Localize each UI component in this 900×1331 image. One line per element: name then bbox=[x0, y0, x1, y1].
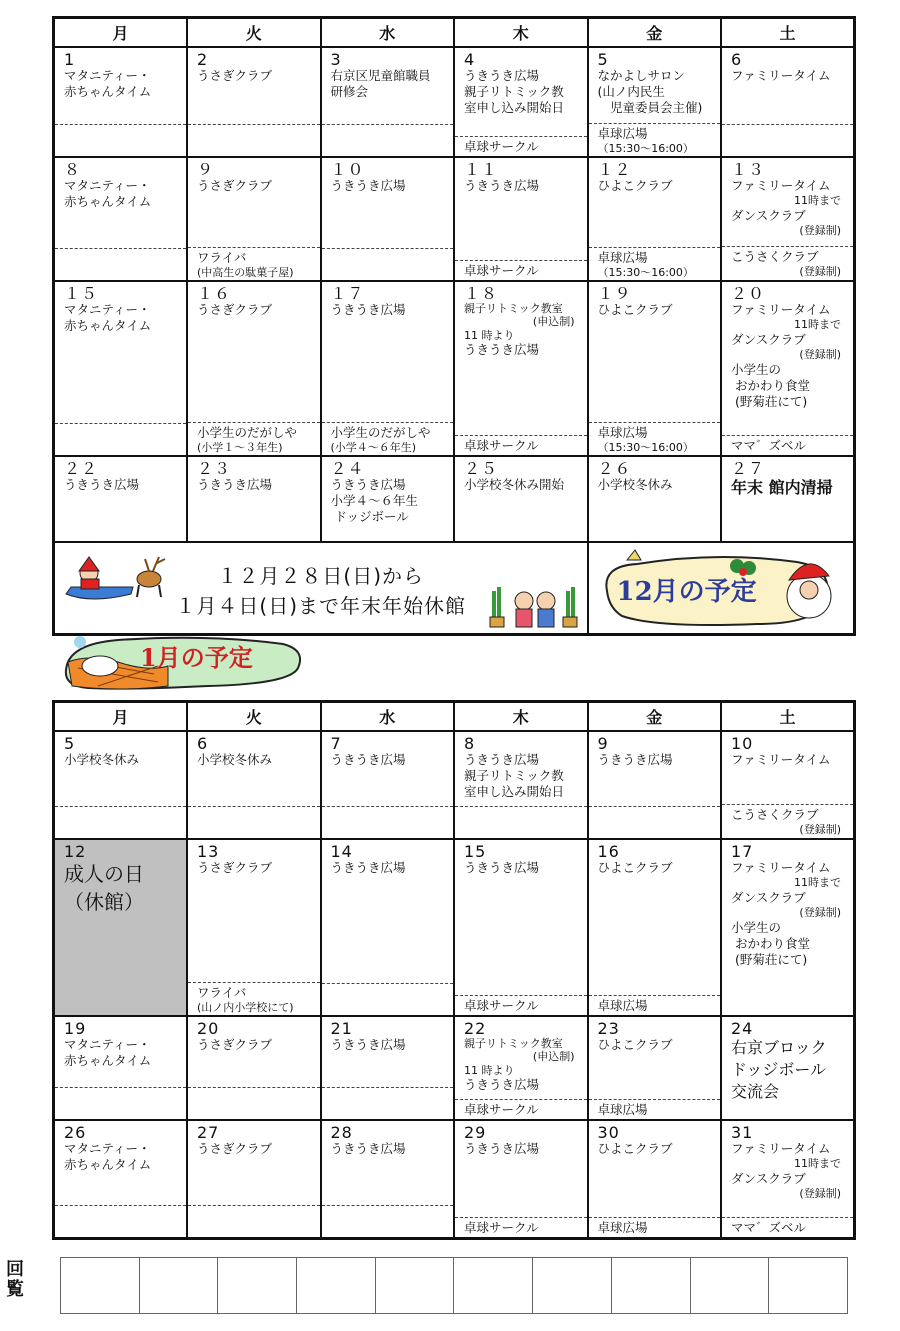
january-day-number: 15 bbox=[464, 842, 487, 861]
december-event-text: 研修会 bbox=[330, 84, 369, 99]
december-day-number: １２ bbox=[597, 160, 632, 179]
january-day-number: 22 bbox=[464, 1019, 487, 1038]
december-event-text: うさぎクラブ bbox=[197, 178, 273, 193]
january-day-cell bbox=[588, 839, 722, 1016]
december-day-number: ２０ bbox=[731, 284, 766, 303]
december-cell-bottom bbox=[55, 124, 186, 156]
december-day-number: ２２ bbox=[64, 459, 99, 478]
december-cell-bottom bbox=[722, 124, 853, 156]
january-day-number: 12 bbox=[64, 842, 87, 861]
january-event-text: ファミリータイム bbox=[731, 752, 831, 767]
weekday-mon: 月 bbox=[54, 18, 188, 48]
january-day-number: 23 bbox=[597, 1019, 620, 1038]
january-event-text: うきうき広場 bbox=[330, 1141, 406, 1156]
weekday-tue: 火 bbox=[187, 18, 321, 48]
december-day-cell bbox=[187, 281, 321, 456]
december-cell-bottom bbox=[589, 123, 721, 156]
january-day-cell bbox=[321, 731, 455, 839]
january-day-cell bbox=[721, 839, 855, 1016]
december-event-text: 11時まで bbox=[794, 194, 841, 207]
december-day-cell bbox=[454, 456, 588, 542]
january-day-number: 20 bbox=[197, 1019, 220, 1038]
december-day-number: １７ bbox=[330, 284, 365, 303]
december-event-text: (小学４〜６年生) bbox=[330, 441, 417, 454]
december-day-number: ８ bbox=[64, 160, 82, 179]
january-day-number: 10 bbox=[731, 734, 754, 753]
january-calendar bbox=[52, 700, 856, 1240]
kairan-stamp-box bbox=[690, 1258, 769, 1314]
january-cell-bottom bbox=[322, 1087, 454, 1119]
january-day-cell bbox=[721, 731, 855, 839]
december-event-text: うきうき広場 bbox=[64, 477, 140, 492]
january-event-text: ファミリータイム bbox=[731, 860, 831, 875]
january-day-cell bbox=[187, 1120, 321, 1239]
december-event-text: マタニティー・ bbox=[64, 302, 151, 317]
january-cell-bottom bbox=[589, 806, 721, 838]
december-day-cell bbox=[588, 47, 722, 157]
kairan-stamp-box bbox=[375, 1258, 454, 1314]
december-day-number: １６ bbox=[197, 284, 232, 303]
january-day-number: 14 bbox=[330, 842, 353, 861]
december-event-text: (中高生の駄菓子屋) bbox=[197, 266, 294, 279]
january-event-text: 親子リトミック教 bbox=[464, 768, 564, 783]
january-day-cell bbox=[54, 731, 188, 839]
december-event-text: （15:30〜16:00） bbox=[597, 142, 694, 155]
january-event-text: ひよこクラブ bbox=[597, 1141, 673, 1156]
december-day-number: 6 bbox=[731, 50, 743, 69]
january-day-cell bbox=[454, 1120, 588, 1239]
january-cell-bottom bbox=[722, 804, 853, 838]
december-event-text: 年末 館内清掃 bbox=[731, 478, 833, 497]
december-event-text: ひよこクラブ bbox=[597, 178, 673, 193]
weekday-fri: 金 bbox=[588, 702, 722, 732]
december-day-cell bbox=[588, 157, 722, 281]
january-event-text: 小学生の bbox=[731, 920, 782, 935]
december-day-cell bbox=[321, 456, 455, 542]
december-day-cell bbox=[721, 281, 855, 456]
january-event-text: 室申し込み開始日 bbox=[464, 784, 565, 799]
january-event-text: こうさくクラブ bbox=[731, 807, 819, 822]
kairan-stamp-box bbox=[218, 1258, 297, 1314]
december-day-cell bbox=[54, 157, 188, 281]
january-event-text: うきうき広場 bbox=[330, 1037, 406, 1052]
january-event-text: マタニティー・ bbox=[64, 1037, 151, 1052]
january-day-number: 13 bbox=[197, 842, 220, 861]
new-year-kadomatsu-illustration bbox=[486, 581, 581, 629]
january-event-text: ダンスクラブ bbox=[731, 890, 806, 905]
december-day-number: ２６ bbox=[597, 459, 632, 478]
december-day-cell bbox=[721, 456, 855, 542]
january-event-text: (登録制) bbox=[799, 906, 841, 919]
january-week-row bbox=[54, 839, 855, 1016]
january-day-number: 16 bbox=[597, 842, 620, 861]
december-event-text: 卓球サークル bbox=[464, 438, 539, 453]
january-day-cell bbox=[187, 1016, 321, 1120]
january-week-row bbox=[54, 1016, 855, 1120]
december-day-cell bbox=[54, 47, 188, 157]
december-event-text: (登録制) bbox=[799, 224, 841, 237]
december-cell-bottom bbox=[455, 136, 587, 156]
january-event-text: 親子リトミック教室 bbox=[464, 1037, 563, 1050]
december-event-text: 小学校冬休み bbox=[597, 477, 673, 492]
december-day-number: 4 bbox=[464, 50, 476, 69]
december-cell-bottom bbox=[455, 260, 587, 280]
december-event-text: なかよしサロン bbox=[597, 68, 686, 83]
december-week-row bbox=[54, 456, 855, 542]
kairan-stamp-box bbox=[297, 1258, 376, 1314]
january-event-text: うさぎクラブ bbox=[197, 1141, 273, 1156]
december-event-text: (登録制) bbox=[799, 348, 841, 361]
december-day-number: １５ bbox=[64, 284, 99, 303]
december-event-text: ダンスクラブ bbox=[731, 208, 806, 223]
december-event-text: 卓球サークル bbox=[464, 139, 539, 154]
january-cell-bottom bbox=[188, 1205, 320, 1237]
january-cell-bottom bbox=[322, 1205, 454, 1237]
december-event-text: 小学校冬休み開始 bbox=[464, 477, 565, 492]
kairan-stamp-boxes bbox=[60, 1257, 848, 1314]
december-event-text: うきうき広場 bbox=[464, 178, 540, 193]
december-week-row bbox=[54, 281, 855, 456]
january-cell-bottom bbox=[455, 806, 587, 838]
january-cell-bottom bbox=[589, 1099, 721, 1119]
december-day-cell bbox=[54, 281, 188, 456]
january-event-text: ファミリータイム bbox=[731, 1141, 831, 1156]
weekday-thu: 木 bbox=[454, 18, 588, 48]
december-cell-bottom bbox=[188, 422, 320, 455]
december-day-cell bbox=[187, 47, 321, 157]
december-day-number: ２４ bbox=[330, 459, 365, 478]
december-event-text: (申込制) bbox=[532, 315, 575, 328]
january-event-text: 卓球サークル bbox=[464, 1220, 539, 1235]
january-day-number: 6 bbox=[197, 734, 209, 753]
january-day-number: 21 bbox=[330, 1019, 353, 1038]
january-event-text: ママ゛ズベル bbox=[731, 1220, 807, 1235]
december-event-text: ダンスクラブ bbox=[731, 332, 806, 347]
january-event-text: 小学校冬休み bbox=[64, 752, 140, 767]
december-event-text: （15:30〜16:00） bbox=[597, 441, 694, 454]
january-event-text: 卓球サークル bbox=[464, 1102, 539, 1117]
january-cell-bottom bbox=[589, 1217, 721, 1237]
january-event-text: 赤ちゃんタイム bbox=[64, 1053, 152, 1068]
december-cell-bottom bbox=[322, 422, 454, 455]
december-title: 12月の予定 bbox=[616, 577, 757, 607]
december-day-number: 1 bbox=[64, 50, 76, 69]
december-day-number: 3 bbox=[330, 50, 342, 69]
kairan-stamp-box bbox=[611, 1258, 690, 1314]
weekday-header bbox=[54, 18, 855, 48]
december-event-text: 11時まで bbox=[794, 318, 841, 331]
january-day-number: 27 bbox=[197, 1123, 220, 1142]
december-event-text: 親子リトミック教 bbox=[464, 84, 564, 99]
january-day-cell bbox=[454, 1016, 588, 1120]
december-event-text: 卓球広場 bbox=[597, 250, 648, 265]
december-event-text: 小学生の bbox=[731, 362, 782, 377]
january-event-text: 右京ブロック bbox=[731, 1038, 827, 1057]
january-event-text: うきうき広場 bbox=[330, 752, 406, 767]
january-day-number: 29 bbox=[464, 1123, 487, 1142]
december-event-text: うさぎクラブ bbox=[197, 68, 273, 83]
december-event-text: マタニティー・ bbox=[64, 178, 151, 193]
weekday-fri: 金 bbox=[588, 18, 722, 48]
january-event-text: 交流会 bbox=[731, 1082, 780, 1101]
january-week-row bbox=[54, 731, 855, 839]
january-event-text: ダンスクラブ bbox=[731, 1171, 806, 1186]
january-cell-bottom bbox=[589, 995, 721, 1015]
january-cell-bottom bbox=[322, 806, 454, 838]
weekday-wed: 水 bbox=[321, 18, 455, 48]
january-event-text: 卓球広場 bbox=[597, 1220, 648, 1235]
january-event-text: 11時まで bbox=[794, 1157, 841, 1170]
january-event-text: (申込制) bbox=[532, 1050, 575, 1063]
december-cell-bottom bbox=[188, 124, 320, 156]
january-event-text: マタニティー・ bbox=[64, 1141, 151, 1156]
december-cell-bottom bbox=[722, 246, 853, 280]
december-event-text: 児童委員会主催) bbox=[597, 100, 703, 115]
december-day-cell bbox=[321, 47, 455, 157]
january-event-text: 11時まで bbox=[794, 876, 841, 889]
january-event-text: うきうき広場 bbox=[464, 1077, 540, 1092]
january-day-number: 17 bbox=[731, 842, 754, 861]
december-event-text: おかわり食堂 bbox=[735, 378, 811, 393]
december-event-text: ファミリータイム bbox=[731, 302, 831, 317]
january-day-cell bbox=[588, 1016, 722, 1120]
january-event-text: うさぎクラブ bbox=[197, 1037, 273, 1052]
december-event-text: うきうき広場 bbox=[330, 178, 406, 193]
december-event-text: うきうき広場 bbox=[197, 477, 273, 492]
december-cell-bottom bbox=[322, 248, 454, 280]
january-event-text: うさぎクラブ bbox=[197, 860, 273, 875]
december-day-cell bbox=[454, 281, 588, 456]
december-event-text: 室申し込み開始日 bbox=[464, 100, 565, 115]
december-title-cell bbox=[588, 542, 855, 635]
january-day-cell bbox=[321, 1016, 455, 1120]
january-day-number: 7 bbox=[330, 734, 342, 753]
january-cell-bottom bbox=[188, 982, 320, 1015]
weekday-tue: 火 bbox=[187, 702, 321, 732]
january-cell-bottom bbox=[188, 1087, 320, 1119]
december-event-text: (山ノ内民生 bbox=[597, 84, 665, 99]
december-week-row bbox=[54, 47, 855, 157]
january-day-cell bbox=[54, 1016, 188, 1120]
december-day-number: １０ bbox=[330, 160, 365, 179]
december-event-text: マタニティー・ bbox=[64, 68, 151, 83]
weekday-header bbox=[54, 702, 855, 732]
december-day-cell bbox=[588, 456, 722, 542]
january-day-cell bbox=[54, 839, 188, 1016]
january-day-number: 31 bbox=[731, 1123, 754, 1142]
december-event-text: ひよこクラブ bbox=[597, 302, 673, 317]
december-day-cell bbox=[321, 281, 455, 456]
kairan-label: 回覧 bbox=[6, 1259, 24, 1300]
january-title-badge bbox=[58, 632, 308, 694]
january-day-number: 24 bbox=[731, 1019, 754, 1038]
january-day-number: 8 bbox=[464, 734, 476, 753]
january-event-text: (野菊荘にて) bbox=[735, 952, 808, 967]
weekday-sat: 土 bbox=[721, 18, 855, 48]
january-cell-bottom bbox=[722, 1217, 853, 1237]
january-week-row bbox=[54, 1120, 855, 1239]
january-day-number: 5 bbox=[64, 734, 76, 753]
january-day-cell bbox=[721, 1120, 855, 1239]
january-cell-bottom bbox=[322, 983, 454, 1015]
january-event-text: 赤ちゃんタイム bbox=[64, 1157, 152, 1172]
january-day-cell bbox=[454, 839, 588, 1016]
january-event-text: 卓球広場 bbox=[597, 1102, 648, 1117]
december-event-text: （15:30〜16:00） bbox=[597, 266, 694, 279]
december-event-text: (登録制) bbox=[799, 265, 841, 278]
december-event-text: うきうき広場 bbox=[464, 342, 540, 357]
december-day-number: 5 bbox=[597, 50, 609, 69]
december-event-text: (野菊荘にて) bbox=[735, 394, 808, 409]
december-event-text: 小学４〜６年生 bbox=[330, 493, 419, 508]
december-day-cell bbox=[321, 157, 455, 281]
december-event-text: 卓球広場 bbox=[597, 425, 648, 440]
january-day-cell bbox=[54, 1120, 188, 1239]
january-event-text: うきうき広場 bbox=[464, 860, 540, 875]
december-event-text: ドッジボール bbox=[334, 509, 409, 524]
january-cell-bottom bbox=[455, 1099, 587, 1119]
december-day-number: ２５ bbox=[464, 459, 499, 478]
january-event-text: うきうき広場 bbox=[597, 752, 673, 767]
weekday-wed: 水 bbox=[321, 702, 455, 732]
january-title: 1月の予定 bbox=[140, 643, 253, 672]
december-event-text: 卓球広場 bbox=[597, 126, 648, 141]
december-event-text: 赤ちゃんタイム bbox=[64, 194, 152, 209]
december-event-text: 親子リトミック教室 bbox=[464, 302, 563, 315]
december-day-number: １８ bbox=[464, 284, 499, 303]
january-day-number: 28 bbox=[330, 1123, 353, 1142]
december-event-text: こうさくクラブ bbox=[731, 249, 819, 264]
december-day-cell bbox=[588, 281, 722, 456]
december-event-text: 11 時より bbox=[464, 329, 515, 342]
january-day-cell bbox=[321, 839, 455, 1016]
december-event-text: ファミリータイム bbox=[731, 68, 831, 83]
january-event-text: ひよこクラブ bbox=[597, 1037, 673, 1052]
december-day-cell bbox=[721, 157, 855, 281]
december-day-number: ９ bbox=[197, 160, 215, 179]
january-cell-bottom bbox=[188, 806, 320, 838]
december-event-text: ファミリータイム bbox=[731, 178, 831, 193]
december-day-cell bbox=[187, 157, 321, 281]
december-event-text: うさぎクラブ bbox=[197, 302, 273, 317]
december-event-text: 右京区児童館職員 bbox=[330, 68, 431, 83]
january-day-number: 30 bbox=[597, 1123, 620, 1142]
december-calendar bbox=[52, 16, 856, 636]
january-day-number: 19 bbox=[64, 1019, 87, 1038]
january-day-cell bbox=[187, 839, 321, 1016]
january-event-text: （休館） bbox=[64, 890, 144, 914]
december-event-text: 卓球サークル bbox=[464, 263, 539, 278]
december-event-text: ママ゛ズベル bbox=[731, 438, 807, 453]
january-event-text: おかわり食堂 bbox=[735, 936, 811, 951]
holiday-notice-cell bbox=[54, 542, 588, 635]
december-day-number: １９ bbox=[597, 284, 632, 303]
holiday-notice-line-1: １２月２８日(日)から bbox=[217, 564, 425, 588]
january-day-number: 9 bbox=[597, 734, 609, 753]
december-event-text: うきうき広場 bbox=[464, 68, 540, 83]
december-event-text: 小学生のだがしや bbox=[197, 425, 298, 440]
january-day-cell bbox=[588, 731, 722, 839]
january-day-cell bbox=[187, 731, 321, 839]
january-cell-bottom bbox=[455, 1217, 587, 1237]
january-day-cell bbox=[321, 1120, 455, 1239]
kairan-stamp-box bbox=[454, 1258, 533, 1314]
december-day-cell bbox=[187, 456, 321, 542]
january-cell-bottom bbox=[55, 1205, 186, 1237]
january-event-text: 小学校冬休み bbox=[197, 752, 273, 767]
december-day-number: １３ bbox=[731, 160, 766, 179]
december-cell-bottom bbox=[188, 247, 320, 280]
december-event-text: 小学生のだがしや bbox=[330, 425, 431, 440]
january-event-text: 卓球サークル bbox=[464, 998, 539, 1013]
january-event-text: (山ノ内小学校にて) bbox=[197, 1001, 294, 1014]
december-day-number: １１ bbox=[464, 160, 499, 179]
december-day-cell bbox=[54, 456, 188, 542]
kairan-stamp-box bbox=[139, 1258, 218, 1314]
december-day-cell bbox=[454, 157, 588, 281]
december-event-text: 赤ちゃんタイム bbox=[64, 318, 152, 333]
january-event-text: ひよこクラブ bbox=[597, 860, 673, 875]
january-event-text: (登録制) bbox=[799, 1187, 841, 1200]
january-event-text: ワライバ bbox=[197, 985, 247, 1000]
weekday-thu: 木 bbox=[454, 702, 588, 732]
december-cell-bottom bbox=[55, 423, 186, 455]
january-event-text: 卓球広場 bbox=[597, 998, 648, 1013]
december-cell-bottom bbox=[55, 248, 186, 280]
december-event-text: ワライバ bbox=[197, 250, 247, 265]
january-day-cell bbox=[721, 1016, 855, 1120]
january-day-cell bbox=[454, 731, 588, 839]
january-cell-bottom bbox=[55, 1087, 186, 1119]
december-day-number: ２７ bbox=[731, 459, 766, 478]
january-day-number: 26 bbox=[64, 1123, 87, 1142]
holiday-notice-line-2: １月４日(日)まで年末年始休館 bbox=[175, 594, 467, 618]
december-cell-bottom bbox=[722, 435, 853, 455]
january-event-text: ドッジボール bbox=[731, 1060, 827, 1079]
december-day-cell bbox=[721, 47, 855, 157]
december-event-text: 赤ちゃんタイム bbox=[64, 84, 152, 99]
december-day-cell bbox=[454, 47, 588, 157]
january-event-text: うきうき広場 bbox=[464, 1141, 540, 1156]
january-event-text: 成人の日 bbox=[64, 862, 144, 886]
january-event-text: 11 時より bbox=[464, 1064, 515, 1077]
december-event-text: (小学１〜３年生) bbox=[197, 441, 283, 454]
kairan-stamp-box bbox=[769, 1258, 848, 1314]
december-cell-bottom bbox=[322, 124, 454, 156]
january-cell-bottom bbox=[455, 995, 587, 1015]
january-cell-bottom bbox=[55, 806, 186, 838]
december-cell-bottom bbox=[589, 422, 721, 455]
december-event-text: うきうき広場 bbox=[330, 302, 406, 317]
january-event-text: うきうき広場 bbox=[330, 860, 406, 875]
december-week-row bbox=[54, 157, 855, 281]
december-cell-bottom bbox=[589, 247, 721, 280]
santa-sleigh-illustration bbox=[61, 549, 171, 609]
december-cell-bottom bbox=[455, 435, 587, 455]
kairan-stamp-box bbox=[61, 1258, 140, 1314]
kairan-stamp-box bbox=[533, 1258, 612, 1314]
january-event-text: うきうき広場 bbox=[464, 752, 540, 767]
weekday-mon: 月 bbox=[54, 702, 188, 732]
december-day-number: ２３ bbox=[197, 459, 232, 478]
january-day-cell bbox=[588, 1120, 722, 1239]
weekday-sat: 土 bbox=[721, 702, 855, 732]
december-day-number: 2 bbox=[197, 50, 209, 69]
december-event-text: うきうき広場 bbox=[330, 477, 406, 492]
january-event-text: (登録制) bbox=[799, 823, 841, 836]
